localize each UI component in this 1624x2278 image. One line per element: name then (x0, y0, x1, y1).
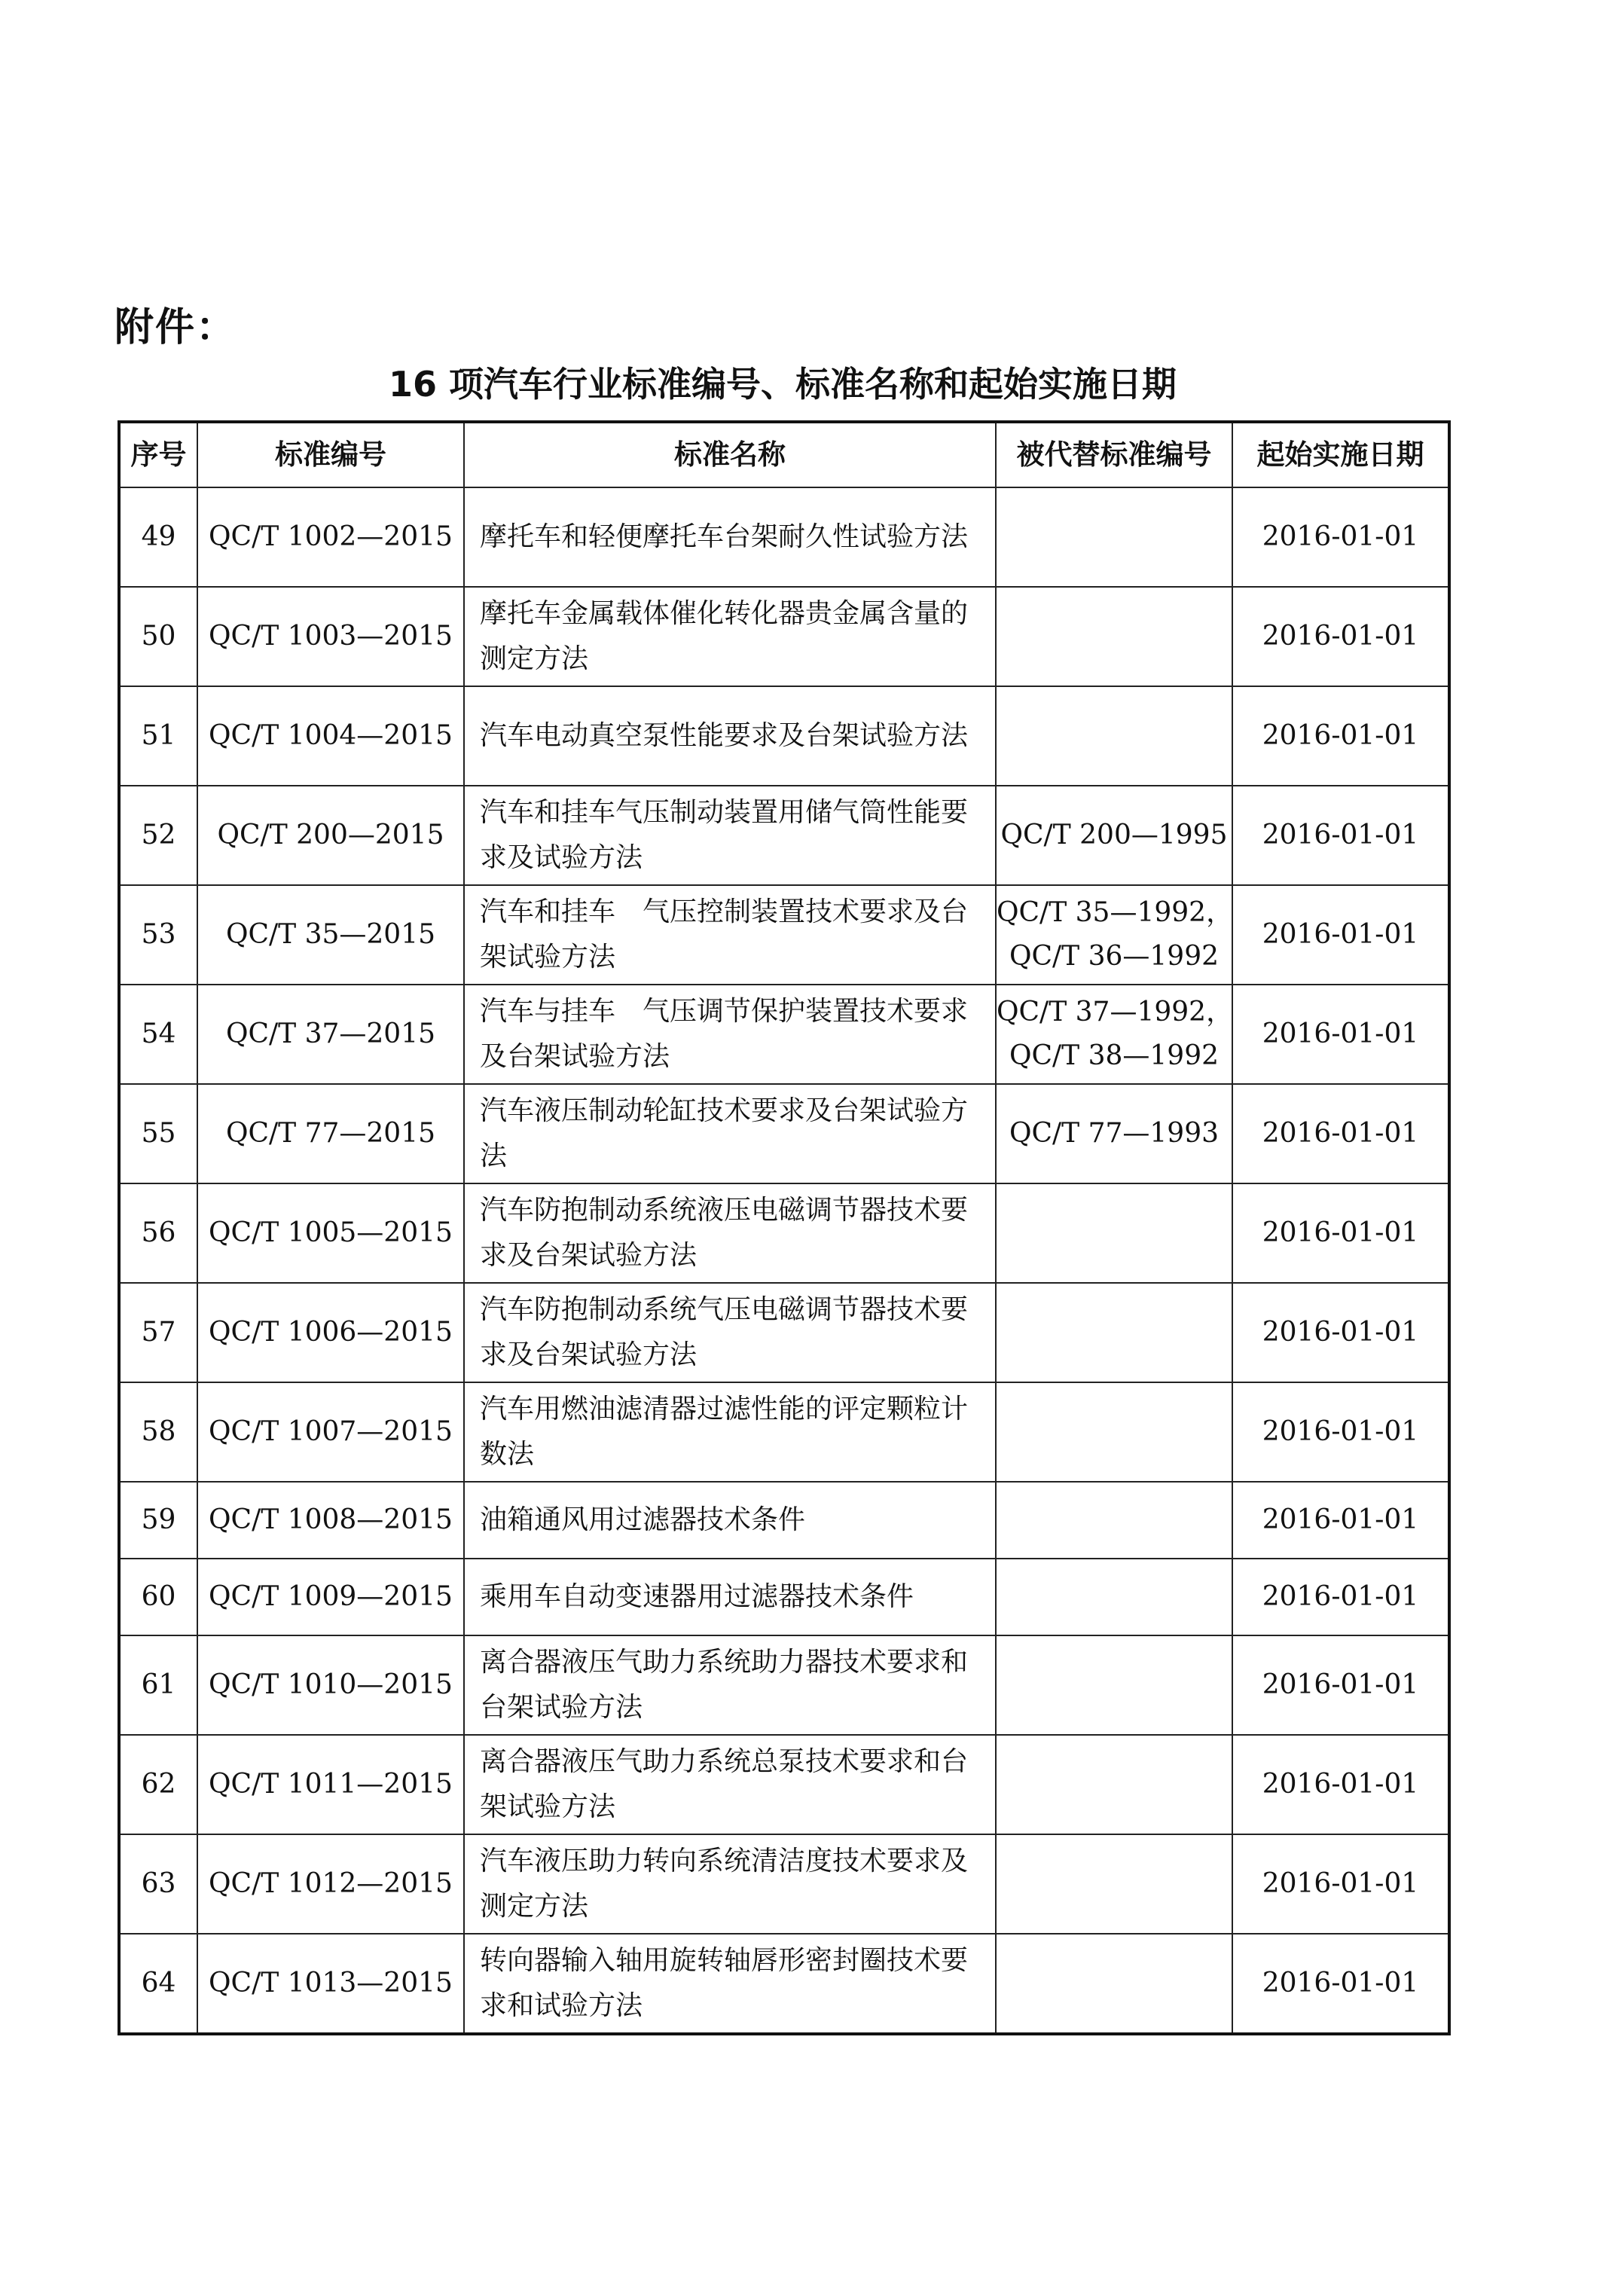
table-row (119, 1283, 1449, 1382)
header-replaced: 被代替标准编号 (996, 422, 1232, 487)
row-replaced (996, 587, 1232, 686)
table-row (119, 1482, 1449, 1559)
header-name: 标准名称 (464, 422, 996, 487)
row-replaced (996, 985, 1232, 1084)
row-code: QC/T 1009—2015 (197, 1559, 464, 1635)
row-date: 2016-01-01 (1232, 1735, 1449, 1834)
row-name: 离合器液压气助力系统助力器技术要求和台架试验方法 (464, 1635, 996, 1735)
row-number: 57 (119, 1283, 197, 1382)
table-row (119, 587, 1449, 686)
row-name: 油箱通风用过滤器技术条件 (464, 1482, 996, 1559)
row-replaced (996, 1735, 1232, 1834)
replaced-code: QC/T 77—1993 (1009, 1118, 1220, 1149)
table-row (119, 1735, 1449, 1834)
row-name: 转向器输入轴用旋转轴唇形密封圈技术要求和试验方法 (464, 1934, 996, 2034)
row-replaced (996, 487, 1232, 587)
row-name: 汽车与挂车 气压调节保护装置技术要求及台架试验方法 (464, 985, 996, 1084)
replaced-code: QC/T 37—1992， (997, 997, 1234, 1028)
row-code: QC/T 1002—2015 (197, 487, 464, 587)
table-body (119, 487, 1449, 2034)
row-name: 汽车液压制动轮缸技术要求及台架试验方法 (464, 1084, 996, 1183)
row-name: 汽车和挂车气压制动装置用储气筒性能要求及试验方法 (464, 786, 996, 885)
row-number: 60 (119, 1559, 197, 1635)
replaced-code: QC/T 38—1992 (1009, 1040, 1220, 1071)
row-code: QC/T 1005—2015 (197, 1183, 464, 1283)
row-number: 59 (119, 1482, 197, 1559)
row-number: 63 (119, 1834, 197, 1934)
table-row (119, 1183, 1449, 1283)
row-number: 61 (119, 1635, 197, 1735)
row-date: 2016-01-01 (1232, 587, 1449, 686)
table-row (119, 487, 1449, 587)
row-date: 2016-01-01 (1232, 686, 1449, 786)
row-code: QC/T 1004—2015 (197, 686, 464, 786)
row-name: 汽车和挂车 气压控制装置技术要求及台架试验方法 (464, 885, 996, 985)
row-code: QC/T 1007—2015 (197, 1382, 464, 1482)
row-code: QC/T 37—2015 (197, 985, 464, 1084)
row-number: 64 (119, 1934, 197, 2034)
row-code: QC/T 77—2015 (197, 1084, 464, 1183)
table-header-row (119, 422, 1449, 487)
row-date: 2016-01-01 (1232, 1635, 1449, 1735)
row-replaced (996, 1934, 1232, 2034)
row-number: 58 (119, 1382, 197, 1482)
replaced-code: QC/T 35—1992， (997, 897, 1234, 928)
row-number: 53 (119, 885, 197, 985)
row-date: 2016-01-01 (1232, 985, 1449, 1084)
row-date: 2016-01-01 (1232, 1382, 1449, 1482)
row-date: 2016-01-01 (1232, 1559, 1449, 1635)
row-replaced (996, 1635, 1232, 1735)
header-code: 标准编号 (197, 422, 464, 487)
row-code: QC/T 1013—2015 (197, 1934, 464, 2034)
row-name: 离合器液压气助力系统总泵技术要求和台架试验方法 (464, 1735, 996, 1834)
row-code: QC/T 1003—2015 (197, 587, 464, 686)
row-code: QC/T 1006—2015 (197, 1283, 464, 1382)
row-date: 2016-01-01 (1232, 1084, 1449, 1183)
table-row (119, 1635, 1449, 1735)
row-name: 汽车电动真空泵性能要求及台架试验方法 (464, 686, 996, 786)
row-number: 56 (119, 1183, 197, 1283)
row-name: 汽车用燃油滤清器过滤性能的评定颗粒计数法 (464, 1382, 996, 1482)
row-code: QC/T 1011—2015 (197, 1735, 464, 1834)
row-replaced (996, 1834, 1232, 1934)
document-title: 16 项汽车行业标准编号、标准名称和起始实施日期 (388, 364, 1177, 405)
table-row (119, 885, 1449, 985)
table-row (119, 686, 1449, 786)
table-row (119, 1382, 1449, 1482)
row-date: 2016-01-01 (1232, 487, 1449, 587)
row-name: 汽车防抱制动系统气压电磁调节器技术要求及台架试验方法 (464, 1283, 996, 1382)
row-number: 55 (119, 1084, 197, 1183)
header-number: 序号 (119, 422, 197, 487)
row-number: 50 (119, 587, 197, 686)
table-row (119, 985, 1449, 1084)
table-row (119, 1834, 1449, 1934)
standards-table (118, 420, 1451, 2035)
row-date: 2016-01-01 (1232, 1482, 1449, 1559)
table-row (119, 1934, 1449, 2034)
row-number: 54 (119, 985, 197, 1084)
row-date: 2016-01-01 (1232, 1183, 1449, 1283)
row-number: 51 (119, 686, 197, 786)
row-replaced (996, 1382, 1232, 1482)
row-date: 2016-01-01 (1232, 786, 1449, 885)
row-name: 摩托车和轻便摩托车台架耐久性试验方法 (464, 487, 996, 587)
row-number: 49 (119, 487, 197, 587)
row-replaced (996, 786, 1232, 885)
row-date: 2016-01-01 (1232, 885, 1449, 985)
table-row (119, 1084, 1449, 1183)
row-number: 62 (119, 1735, 197, 1834)
replaced-code: QC/T 36—1992 (1009, 941, 1220, 972)
row-replaced (996, 686, 1232, 786)
row-name: 摩托车金属载体催化转化器贵金属含量的测定方法 (464, 587, 996, 686)
row-replaced (996, 1559, 1232, 1635)
row-code: QC/T 35—2015 (197, 885, 464, 985)
row-replaced (996, 1283, 1232, 1382)
row-name: 乘用车自动变速器用过滤器技术条件 (464, 1559, 996, 1635)
row-code: QC/T 1010—2015 (197, 1635, 464, 1735)
row-replaced (996, 1482, 1232, 1559)
table-row (119, 786, 1449, 885)
row-name: 汽车液压助力转向系统清洁度技术要求及测定方法 (464, 1834, 996, 1934)
row-name: 汽车防抱制动系统液压电磁调节器技术要求及台架试验方法 (464, 1183, 996, 1283)
header-date: 起始实施日期 (1232, 422, 1449, 487)
row-replaced (996, 1183, 1232, 1283)
row-date: 2016-01-01 (1232, 1934, 1449, 2034)
row-number: 52 (119, 786, 197, 885)
row-replaced (996, 1084, 1232, 1183)
row-code: QC/T 200—2015 (197, 786, 464, 885)
replaced-code: QC/T 200—1995 (1000, 820, 1228, 850)
row-code: QC/T 1008—2015 (197, 1482, 464, 1559)
attachment-label: 附件： (114, 305, 237, 350)
table-row (119, 1559, 1449, 1635)
row-date: 2016-01-01 (1232, 1834, 1449, 1934)
row-code: QC/T 1012—2015 (197, 1834, 464, 1934)
row-date: 2016-01-01 (1232, 1283, 1449, 1382)
row-replaced (996, 885, 1232, 985)
